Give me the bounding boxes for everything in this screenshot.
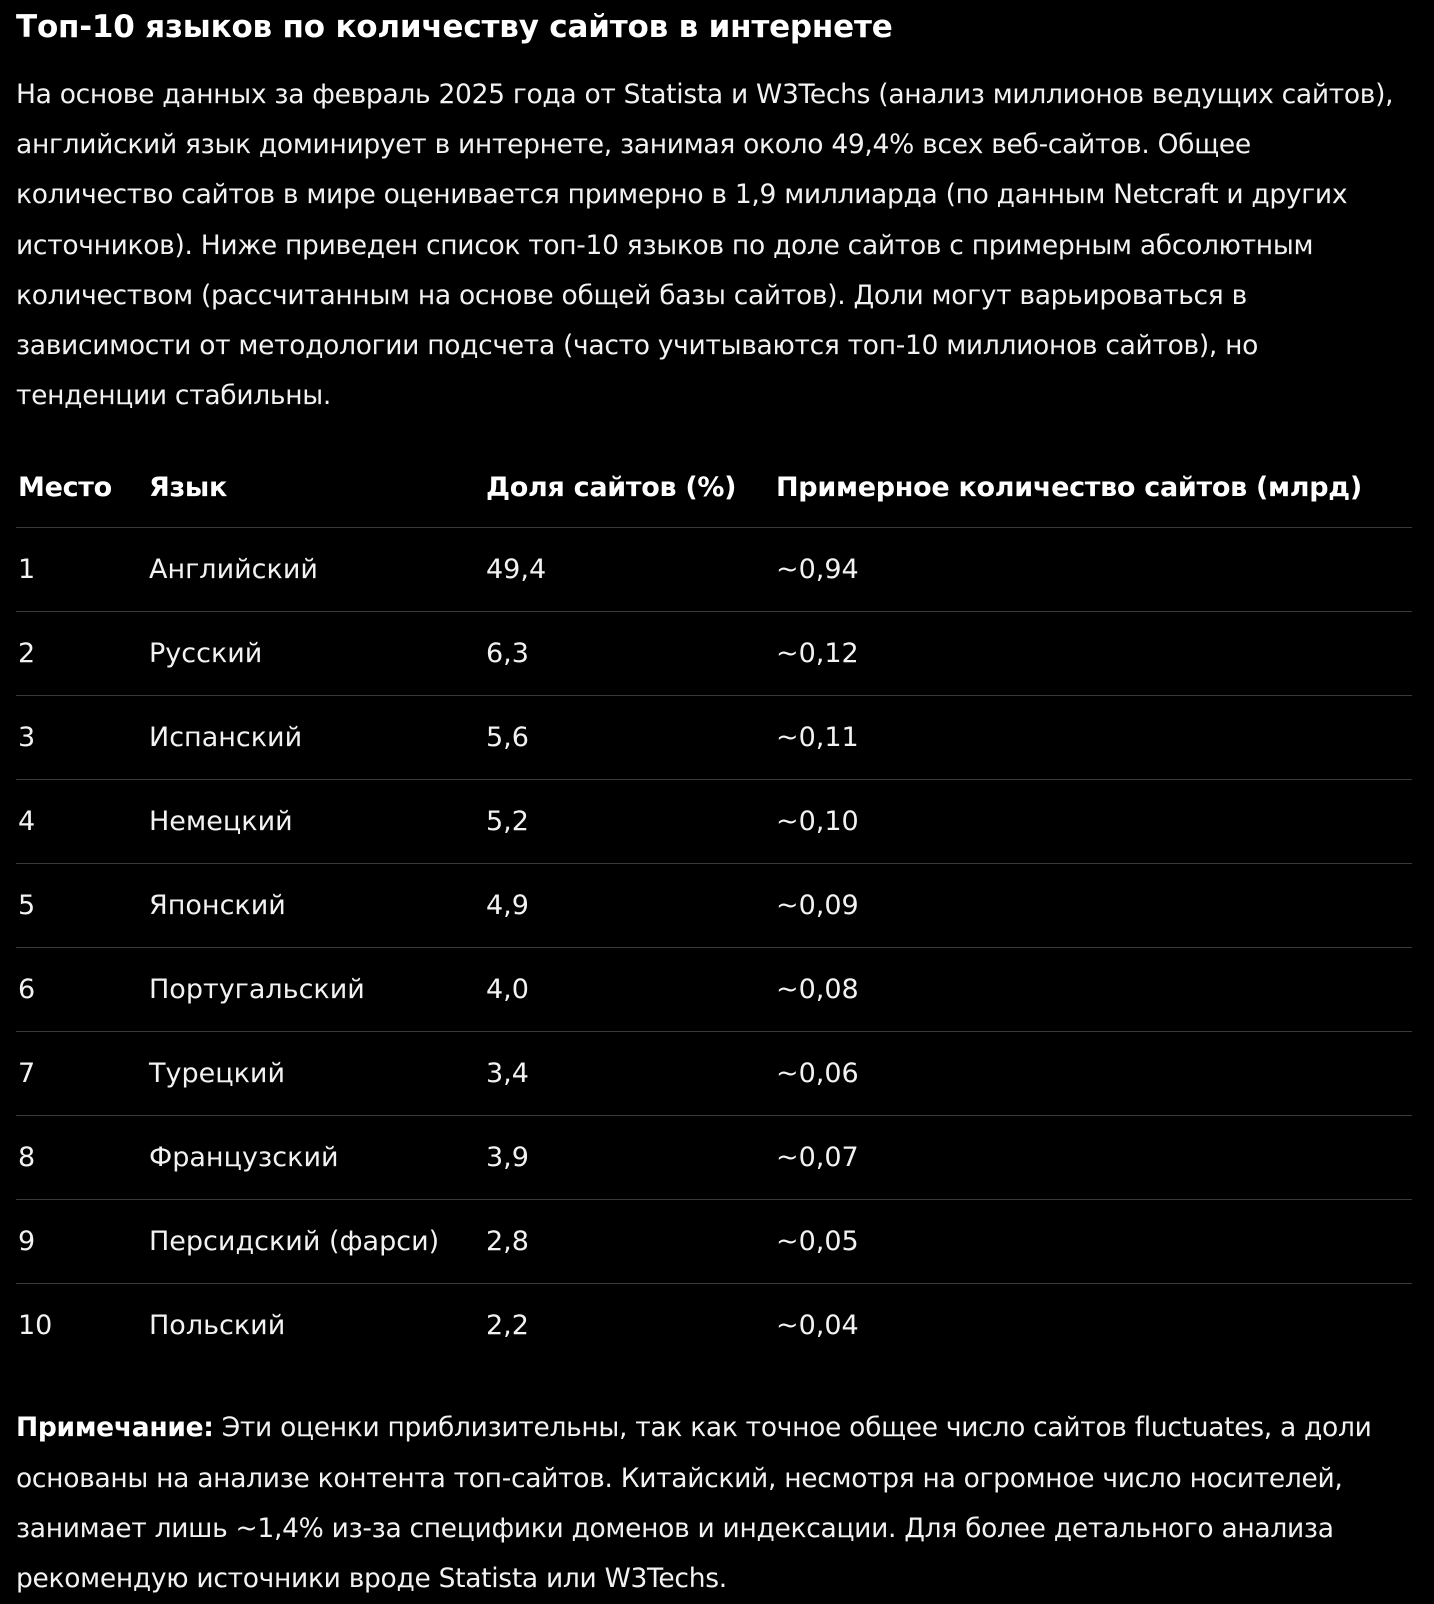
cell-rank: 2 — [16, 612, 147, 696]
cell-rank: 1 — [16, 528, 147, 612]
cell-share: 4,9 — [484, 864, 774, 948]
cell-language: Английский — [147, 528, 484, 612]
intro-paragraph: На основе данных за февраль 2025 года от Statista и W3Techs (анализ миллионов ведущих сайтов), английский язык доминирует в интернете, занимая около 49,4% всех веб-сайтов. Общее количество сайтов в мире оценивается примерно в 1,9 миллиарда (по данным Netcraft и других источников). Ниже приведен список топ-10 языков по доле сайтов с примерным абсолютным количеством (рассчитанным на основе общей базы сайтов). Доли могут варьироваться в зависимости от методологии подсчета (часто учитываются топ-10 миллионов сайтов), но тенденции стабильны. — [16, 79, 1394, 412]
header-share: Доля сайтов (%) — [484, 447, 774, 528]
cell-share: 5,2 — [484, 780, 774, 864]
cell-count: ~0,11 — [774, 696, 1412, 780]
cell-count: ~0,05 — [774, 1200, 1412, 1284]
table-row — [16, 612, 1412, 696]
cell-share: 6,3 — [484, 612, 774, 696]
cell-rank: 7 — [16, 1032, 147, 1116]
cell-language: Испанский — [147, 696, 484, 780]
cell-count: ~0,08 — [774, 948, 1412, 1032]
cell-count: ~0,07 — [774, 1116, 1412, 1200]
page-title: Топ-10 языков по количеству сайтов в интернете — [16, 9, 893, 45]
table-row — [16, 1284, 1412, 1368]
table-row — [16, 1116, 1412, 1200]
table-header-row — [16, 447, 1412, 528]
cell-language: Французский — [147, 1116, 484, 1200]
cell-count: ~0,12 — [774, 612, 1412, 696]
cell-rank: 8 — [16, 1116, 147, 1200]
cell-share: 2,2 — [486, 1310, 529, 1342]
note-text: Эти оценки приблизительны, так как точное общее число сайтов fluctuates, а доли основаны на анализе контента топ-сайтов. Китайский, несмотря на огромное число носителей, занимает лишь ~1,4% из-за специфики доменов и индексации. Для более детального анализа рекомендую источники вроде Statista или W3Techs. — [16, 1412, 1372, 1595]
cell-count: ~0,06 — [774, 1032, 1412, 1116]
cell-language: Португальский — [147, 948, 484, 1032]
header-language: Язык — [147, 447, 484, 528]
cell-rank: 4 — [16, 780, 147, 864]
table-row — [16, 528, 1412, 612]
header-count: Примерное количество сайтов (млрд) — [774, 447, 1412, 528]
cell-language: Персидский (фарси) — [147, 1200, 484, 1284]
table-row — [16, 780, 1412, 864]
table-row — [16, 1200, 1412, 1284]
languages-table — [16, 447, 1412, 1367]
cell-rank: 6 — [16, 948, 147, 1032]
cell-language: Турецкий — [147, 1032, 484, 1116]
header-rank: Место — [16, 447, 147, 528]
table-row — [16, 864, 1412, 948]
note-label: Примечание: — [16, 1412, 214, 1444]
cell-share: 49,4 — [484, 528, 774, 612]
table-row — [16, 1032, 1412, 1116]
cell-language: Японский — [147, 864, 484, 948]
cell-rank: 3 — [16, 696, 147, 780]
cell-rank: 5 — [16, 864, 147, 948]
table-row — [16, 696, 1412, 780]
cell-language: Немецкий — [147, 780, 484, 864]
cell-count: ~0,94 — [774, 528, 1412, 612]
cell-rank: 9 — [16, 1200, 147, 1284]
table-body — [16, 528, 1412, 1368]
cell-share: 3,9 — [484, 1116, 774, 1200]
cell-count: ~0,04 — [776, 1310, 859, 1342]
table-row — [16, 948, 1412, 1032]
cell-rank: 10 — [18, 1310, 53, 1342]
cell-count: ~0,09 — [774, 864, 1412, 948]
cell-language: Польский — [149, 1310, 286, 1342]
cell-share: 3,4 — [484, 1032, 774, 1116]
cell-share: 5,6 — [484, 696, 774, 780]
cell-count: ~0,10 — [774, 780, 1412, 864]
cell-share: 2,8 — [484, 1200, 774, 1284]
cell-language: Русский — [147, 612, 484, 696]
cell-share: 4,0 — [484, 948, 774, 1032]
table-header — [16, 447, 1412, 528]
note-paragraph — [16, 1403, 1412, 1604]
